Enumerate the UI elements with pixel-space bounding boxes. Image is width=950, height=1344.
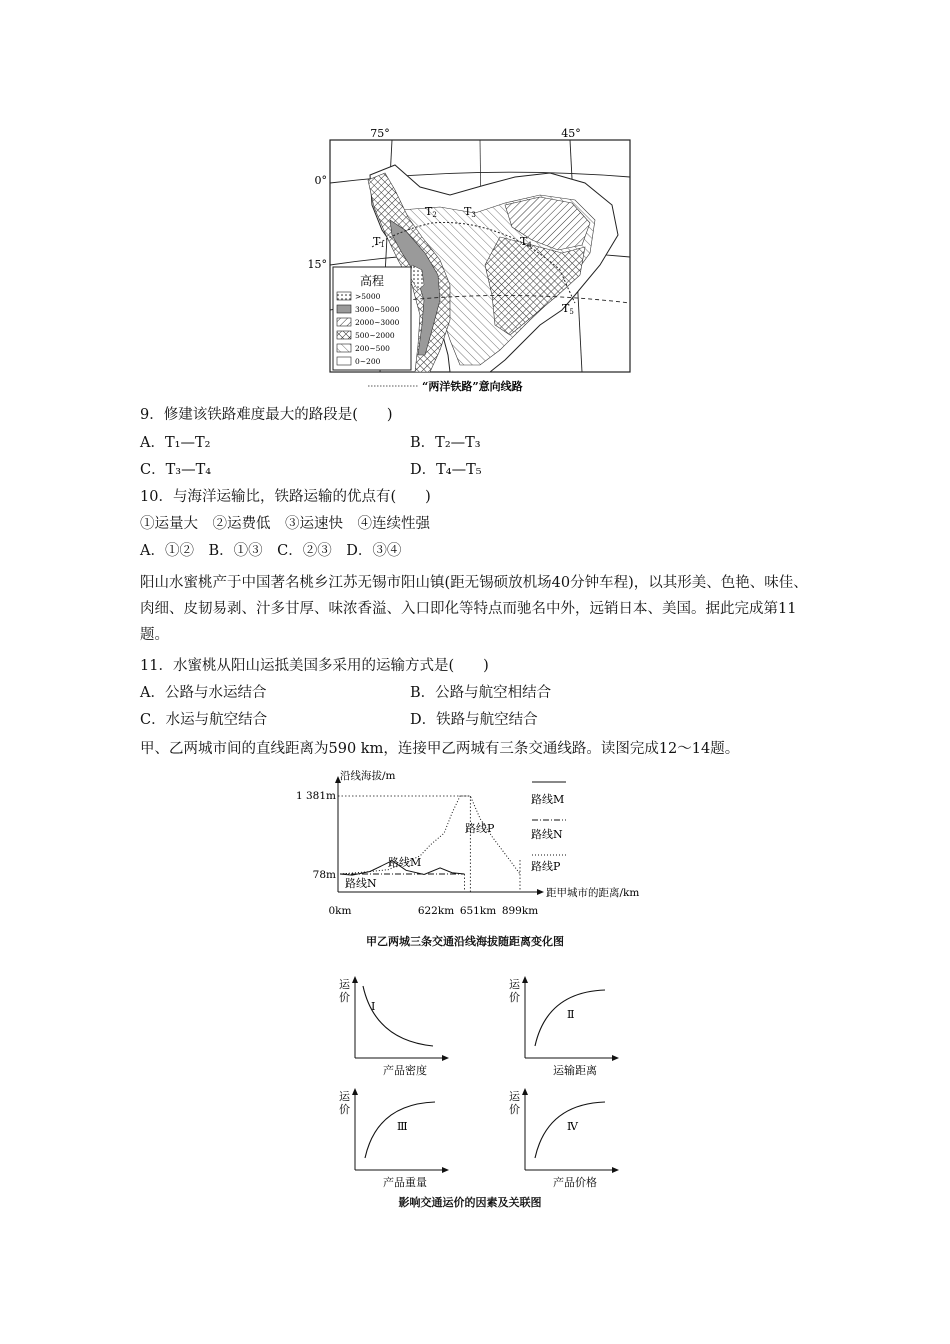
q9-option-a: A．T₁—T₂ — [140, 435, 211, 451]
elev-ylabel: 沿线海拔/m — [340, 770, 396, 782]
q11-option-a: A．公路与水运结合 — [140, 685, 267, 701]
lon-label-45: 45° — [561, 127, 581, 140]
label-route-p: 路线P — [465, 822, 495, 835]
q11-option-d: D．铁路与航空结合 — [410, 712, 538, 728]
factor-ylabel-bottom: 价 — [339, 991, 350, 1004]
q9-option-b: B．T₂—T₃ — [410, 435, 481, 451]
factor-x-arrow — [612, 1055, 619, 1061]
q9-stem: 9．修建该铁路难度最大的路段是( ) — [140, 407, 393, 423]
point-t2: T2 — [425, 205, 437, 219]
factor-graph-4 — [509, 1088, 619, 1189]
elev-ytick-high: 1 381m — [295, 790, 336, 802]
legend-item-3: 2000~3000 — [355, 318, 400, 327]
map-caption: “两洋铁路”意向线路 — [422, 380, 523, 393]
elev-caption: 甲乙两城三条交通沿线海拔随距离变化图 — [366, 935, 564, 948]
factor-caption: 影响交通运价的因素及关联图 — [398, 1196, 542, 1209]
factor-ylabel-top: 运 — [509, 1090, 520, 1103]
label-route-m: 路线M — [388, 856, 422, 869]
passage-11: 阳山水蜜桃产于中国著名桃乡江苏无锡市阳山镇(距无锡硕放机场40分钟车程)，以其形美、色艳、味佳、肉细、皮韧易剥、汁多甘厚、味浓香溢、入口即化等特点而驰名中外，远销日本、美国。据此完成第11题。 — [140, 575, 808, 643]
legend-item-4: 500~2000 — [355, 331, 395, 340]
series-route-p — [340, 796, 520, 874]
factor-ylabel-top: 运 — [339, 978, 350, 991]
factor-graph-3 — [339, 1088, 449, 1189]
factor-graph-2 — [509, 976, 619, 1077]
factor-xlabel: 运输距离 — [553, 1064, 597, 1077]
point-t1: T1 — [373, 235, 385, 249]
factor-label: Ⅳ — [567, 1120, 578, 1133]
freight-factor-graphs — [320, 970, 640, 1200]
south-america-elevation-map — [300, 125, 640, 400]
legend-route-p: 路线P — [531, 860, 561, 873]
point-t4: T4 — [520, 235, 532, 249]
point-t3: T3 — [464, 205, 476, 219]
factor-y-arrow — [522, 976, 528, 983]
passage-12: 甲、乙两城市间的直线距离为590 km，连接甲乙两城有三条交通线路。读图完成12～14题。 — [140, 741, 740, 757]
point-t5: T5 — [562, 302, 574, 316]
factor-graph-1 — [339, 976, 449, 1077]
elev-xtick-899: 899km — [501, 905, 539, 917]
q9-option-c: C．T₃—T₄ — [140, 462, 212, 478]
legend-item-1: >5000 — [355, 292, 381, 301]
factor-x-arrow — [442, 1055, 449, 1061]
q10-items: ①运量大 ②运费低 ③运速快 ④连续性强 — [140, 516, 430, 532]
factor-x-arrow — [612, 1167, 619, 1173]
legend-route-n: 路线N — [531, 828, 563, 841]
factor-ylabel-bottom: 价 — [509, 991, 520, 1004]
q10-options: A．①② B．①③ C．②③ D．③④ — [140, 543, 402, 559]
factor-xlabel: 产品重量 — [383, 1176, 427, 1189]
lon-label-75: 75° — [370, 127, 390, 140]
factor-xlabel: 产品价格 — [553, 1176, 597, 1189]
elev-xtick-622: 622km — [417, 905, 455, 917]
elevation-profile-chart — [295, 770, 670, 930]
legend-route-m: 路线M — [531, 793, 565, 806]
legend-item-2: 3000~5000 — [355, 305, 400, 314]
factor-ylabel-top: 运 — [509, 978, 520, 991]
elev-xlabel: 距甲城市的距离/km — [546, 887, 640, 899]
factor-y-arrow — [522, 1088, 528, 1095]
factor-y-arrow — [352, 1088, 358, 1095]
legend-item-6: 0~200 — [355, 357, 381, 366]
elev-xtick-651: 651km — [459, 905, 497, 917]
legend-item-5: 200~500 — [355, 344, 390, 353]
factor-label: Ⅰ — [371, 1000, 376, 1013]
q11-option-c: C．水运与航空结合 — [140, 712, 268, 728]
factor-ylabel-top: 运 — [339, 1090, 350, 1103]
factor-xlabel: 产品密度 — [383, 1064, 427, 1077]
factor-label: Ⅱ — [567, 1008, 575, 1021]
legend-title: 高程 — [359, 274, 385, 288]
q11-option-b: B．公路与航空相结合 — [410, 685, 552, 701]
q9-option-d: D．T₄—T₅ — [410, 462, 482, 478]
factor-x-arrow — [442, 1167, 449, 1173]
factor-curve — [363, 986, 433, 1046]
factor-ylabel-bottom: 价 — [509, 1103, 520, 1116]
factor-ylabel-bottom: 价 — [339, 1103, 350, 1116]
q11-stem: 11．水蜜桃从阳山运抵美国多采用的运输方式是( ) — [140, 658, 489, 674]
lat-label-0: 0° — [314, 174, 327, 187]
factor-label: Ⅲ — [397, 1120, 408, 1133]
map-legend — [333, 267, 411, 370]
label-route-n: 路线N — [345, 877, 377, 890]
q10-stem: 10．与海洋运输比，铁路运输的优点有( ) — [140, 489, 431, 505]
factor-y-arrow — [352, 976, 358, 983]
elev-xtick-0: 0km — [328, 905, 352, 917]
elev-ytick-low: 78m — [312, 869, 336, 881]
lat-label-15: 15° — [307, 258, 327, 271]
